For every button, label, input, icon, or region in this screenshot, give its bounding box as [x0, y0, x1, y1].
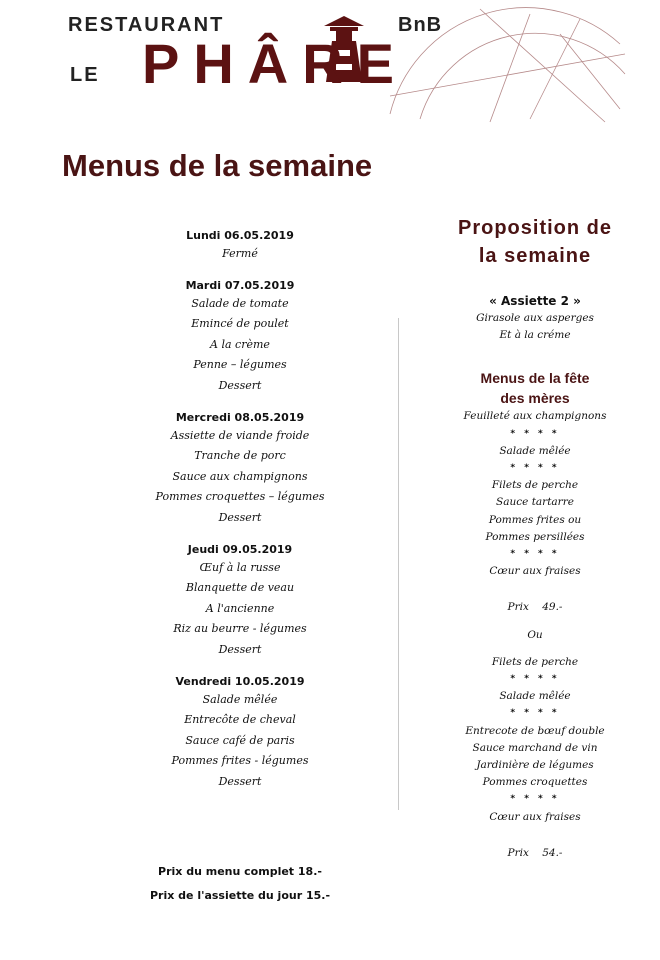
- menu-item: Cœur aux fraises: [489, 810, 581, 823]
- menu-item: Entrecote de bœuf double: [465, 724, 605, 737]
- menu-item: Dessert: [218, 774, 262, 788]
- logo-phare-text: PHÂRE: [142, 32, 409, 95]
- proposition-title-line2: la semaine: [478, 245, 592, 267]
- fete-title-line2: des mères: [500, 390, 570, 407]
- menu-item: Salade mêlée: [202, 692, 278, 706]
- menu-item: Pommes croquettes – légumes: [155, 490, 325, 504]
- menu-item: Œuf à la russe: [199, 560, 281, 574]
- menu-complet-price: Prix du menu complet 18.-: [158, 865, 322, 878]
- menu-item: Feuilleté aux champignons: [463, 410, 607, 423]
- menu-item: Penne – légumes: [193, 358, 287, 372]
- menu-item: Pommes frites ou: [488, 513, 582, 526]
- menu-item: Jardinière de légumes: [476, 759, 594, 772]
- price-summary: [110, 860, 370, 908]
- fete-title-line1: Menus de la fête: [480, 370, 590, 387]
- menu-item: Tranche de porc: [194, 449, 286, 463]
- menu-item: Blanquette de veau: [185, 581, 295, 595]
- day-thursday: [120, 542, 360, 661]
- menu-item: Cœur aux fraises: [489, 565, 581, 578]
- menu-item: Emincé de poulet: [191, 317, 289, 331]
- restaurant-logo: [60, 4, 630, 124]
- separator-stars: * * * *: [510, 549, 560, 560]
- day-wednesday: [120, 410, 360, 529]
- menu-item: Dessert: [218, 510, 262, 524]
- assiette-title: « Assiette 2 »: [489, 294, 581, 308]
- menu-item: Sauce tartarre: [496, 496, 574, 509]
- separator-stars: * * * *: [510, 674, 560, 685]
- logo-bnb-text: BnB: [398, 14, 443, 36]
- assiette-du-jour-price: Prix de l'assiette du jour 15.-: [149, 889, 331, 902]
- menu-item: Pommes croquettes: [482, 776, 588, 789]
- menu-item: Salade de tomate: [191, 296, 289, 310]
- page-title: Menus de la semaine: [62, 148, 373, 183]
- menu-item: A l'ancienne: [205, 601, 275, 615]
- menu-item: A la crème: [210, 337, 270, 351]
- separator-stars: * * * *: [510, 794, 560, 805]
- day-friday: [120, 674, 360, 793]
- column-divider: [398, 318, 399, 810]
- menu-item: Riz au beurre - légumes: [173, 622, 307, 636]
- menu-item: Sauce marchand de vin: [472, 741, 598, 754]
- weekly-menus: [120, 228, 360, 805]
- menu-item: Filets de perche: [491, 655, 579, 668]
- menu-item: Dessert: [218, 642, 262, 656]
- day-title: Vendredi 10.05.2019: [175, 674, 305, 688]
- menu-item: Salade mêlée: [499, 444, 571, 457]
- proposition-title-line1: Proposition de: [458, 217, 612, 239]
- separator-stars: * * * *: [510, 463, 560, 474]
- logo-restaurant-text: RESTAURANT: [68, 14, 225, 36]
- day-monday: [120, 228, 360, 265]
- menu-item: Pommes frites - légumes: [171, 754, 309, 768]
- menu-item: Salade mêlée: [499, 690, 571, 703]
- fete-price-1: Prix 49.-: [507, 601, 563, 614]
- menu-item: Dessert: [218, 378, 262, 392]
- fete-price-2: Prix 54.-: [507, 846, 563, 859]
- separator-stars: * * * *: [510, 428, 560, 439]
- separator-stars: * * * *: [510, 708, 560, 719]
- day-title: Mardi 07.05.2019: [185, 278, 295, 292]
- fete-menu-1: [420, 408, 650, 580]
- weekly-proposition: [420, 214, 650, 862]
- menu-item: Pommes persillées: [485, 530, 585, 543]
- fete-menu-2: [420, 654, 650, 826]
- assiette-item: Et à la créme: [499, 329, 571, 342]
- day-tuesday: [120, 278, 360, 397]
- menu-item: Fermé: [222, 247, 258, 260]
- day-title: Lundi 06.05.2019: [186, 229, 294, 242]
- menu-item: Entrecôte de cheval: [184, 713, 296, 727]
- menu-item: Assiette de viande froide: [170, 428, 310, 442]
- assiette-item: Girasole aux asperges: [476, 312, 594, 324]
- or-separator: Ou: [527, 628, 543, 641]
- menu-item: Sauce aux champignons: [172, 469, 308, 483]
- day-title: Mercredi 08.05.2019: [175, 410, 305, 424]
- day-title: Jeudi 09.05.2019: [187, 542, 293, 556]
- menu-item: Sauce café de paris: [185, 733, 295, 747]
- logo-le-text: LE: [70, 64, 100, 86]
- menu-item: Filets de perche: [491, 479, 579, 492]
